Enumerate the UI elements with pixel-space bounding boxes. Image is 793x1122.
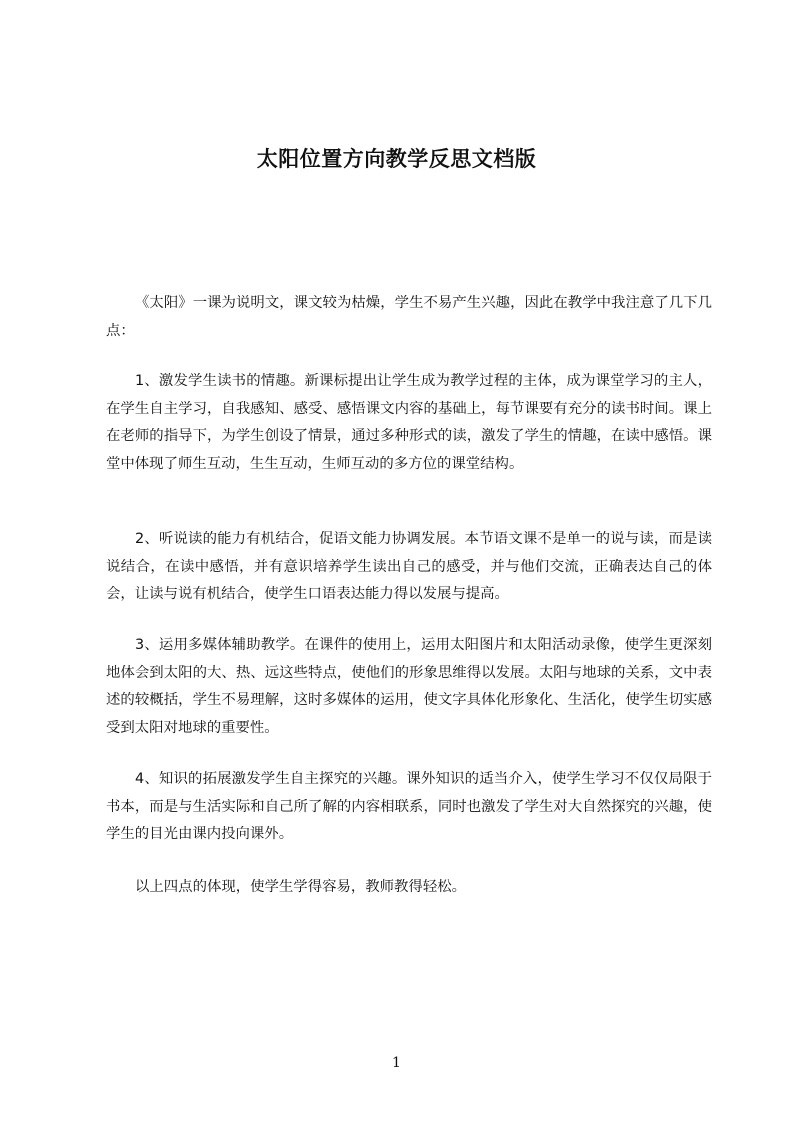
document-title: 太阳位置方向教学反思文档版 (256, 147, 537, 171)
paragraph-conclusion: 以上四点的体现，使学生学得容易，教师教得轻松。 (135, 879, 466, 895)
page-number: 1 (392, 1055, 401, 1071)
paragraph-point-4: 4、知识的拓展激发学生自主探究的兴趣。课外知识的适当介入，使学生学习不仅仅局限于书本，而是与生活实际和自己所了解的内容相联系，同时也激发了学生对大自然探究的兴趣，使学生的目光由课内投向课外。 (106, 771, 712, 842)
paragraph-intro: 《太阳》一课为说明文，课文较为枯燥，学生不易产生兴趣，因此在教学中我注意了几下几点： (106, 295, 712, 339)
paragraph-point-2: 2、听说读的能力有机结合，促语文能力协调发展。本节语文课不是单一的说与读，而是读说结合，在读中感悟，并有意识培养学生读出自己的感受，并与他们交流，正确表达自己的体会，让读与说有机结合，使学生口语表达能力得以发展与提高。 (106, 531, 712, 602)
paragraph-point-3: 3、运用多媒体辅助教学。在课件的使用上，运用太阳图片和太阳活动录像，使学生更深刻地体会到太阳的大、热、远这些特点，使他们的形象思维得以发展。太阳与地球的关系，文中表述的较概括，学生不易理解，这时多媒体的运用，使文字具体化形象化、生活化，使学生切实感受到太阳对地球的重要性。 (106, 637, 712, 736)
paragraph-point-1: 1、激发学生读书的情趣。新课标提出让学生成为教学过程的主体，成为课堂学习的主人，在学生自主学习，自我感知、感受、感悟课文内容的基础上，每节课要有充分的读书时间。课上在老师的指导下，为学生创设了情景，通过多种形式的读，激发了学生的情趣，在读中感悟。课堂中体现了师生互动，生生互动，生师互动的多方位的课堂结构。 (106, 373, 712, 472)
